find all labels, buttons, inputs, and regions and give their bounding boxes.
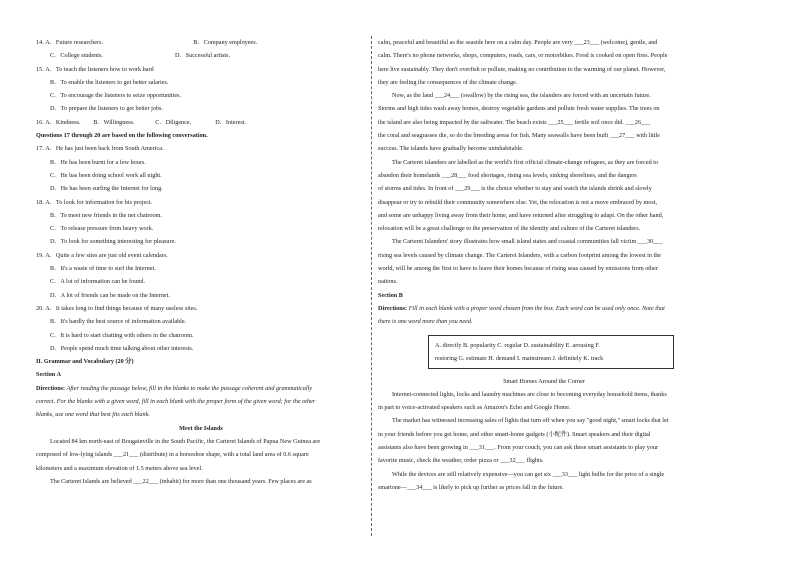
directions-a-1: Directions: After reading the passage below, fill in the blanks to make the passage coherent and grammatically xyxy=(36,384,313,392)
passage-line: smartone—___34___ is likely to pick up further as prices fall in the future. xyxy=(378,483,564,491)
left-column xyxy=(36,36,366,488)
question-19-b: B．It's a waste of time to surf the Internet. xyxy=(50,265,156,273)
question-20-c: C．It is hard to start chatting with others in the chatroom. xyxy=(50,331,194,339)
word-box-line: A. directly B. popularity C. regular D. sustainability E. arousing F. xyxy=(435,341,600,349)
word-box-line: restoring G. estimate H. demand I. mainstream J. definitely K. track xyxy=(435,354,604,362)
question-20: 20. A．It takes long to find things because of many useless sites. xyxy=(36,304,198,312)
column-divider xyxy=(371,36,372,536)
section-b-heading: Section B xyxy=(378,291,403,299)
passage-b-title: Smart Homes Around the Corner xyxy=(503,377,585,385)
directions-a-3: blanks, use one word that best fits each blank. xyxy=(36,411,150,419)
question-19-d: D．A lot of friends can be made on the Internet. xyxy=(50,291,170,299)
question-15-d: D．To prepare the listeners to get better jobs. xyxy=(50,105,163,113)
passage-line: of storms and tides. In front of ___29___ is the choice whether to stay and watch the islands shrink and slowly xyxy=(378,185,652,193)
passage-line: and some are unhappy living away from their home, and have returned after struggling to adapt. On the other hand, xyxy=(378,211,664,219)
question-20-d: D．People spend much time talking about other interests. xyxy=(50,344,194,352)
right-column xyxy=(378,36,710,494)
question-17: 17. A．He has just been back from South America. xyxy=(36,145,164,153)
passage-line: the island are also being impacted by the saltwater. The beach exists ___25___ fertile soil once did. ___26___ xyxy=(378,118,651,126)
question-17-d: D．He has been surfing the Internet for long. xyxy=(50,185,163,193)
passage-line: The Carteret islanders are labelled as the world's first official climate-change refugees, as they are forced to xyxy=(392,158,659,166)
question-19-c: C．A lot of information can be found. xyxy=(50,278,146,286)
directions-b-1: Directions: Fill in each blank with a proper word chosen from the box. Each word can be used only once. Note that xyxy=(378,304,665,312)
passage-line: here live sustainably. They don't overfish or pollute, making no contribution to the warming of our planet. However, xyxy=(378,65,666,73)
question-16: 16. A．Kindness. B．Willingness. C．Diligence. D．Interest. xyxy=(36,118,247,126)
directions-a-2: correct. For the blanks with a given word, fill in each blank with the proper form of the given word; for the other xyxy=(36,398,316,406)
passage-line: Internet-connected lights, locks and laundry machines are close to becoming everyday household items, thanks xyxy=(392,390,667,398)
passage-line: relocation will be a great challenge to the preservation of the identity and culture of the Carteret islanders. xyxy=(378,225,641,233)
questions-17-20-heading: Questions 17 through 20 are based on the following conversation. xyxy=(36,132,208,140)
section-a-heading: Section A xyxy=(36,371,61,379)
question-20-b: B．It's hardly the best source of information available. xyxy=(50,318,187,326)
passage-line: nations. xyxy=(378,278,398,286)
question-18-b: B．To meet new friends in the net chatroom. xyxy=(50,211,162,219)
passage-line: the coral and seagrasses die, so do the breeding areas for fish. Many seawalls have been built ___27___ with little xyxy=(378,132,660,140)
passage-line: rising sea levels caused by climate change. The Carteret Islanders, with a carbon footprint among the lowest in the xyxy=(378,251,662,259)
passage-title: Meet the Islands xyxy=(179,424,223,432)
question-15: 15. A．To teach the listeners how to work hard xyxy=(36,65,154,73)
section-title: II. Grammar and Vocabulary (20 分) xyxy=(36,358,134,366)
question-17-b: B．He has been burnt for a few hours. xyxy=(50,158,146,166)
passage-line: in part to voice-activated speakers such as Amazon's Echo and Google Home. xyxy=(378,404,571,412)
word-box xyxy=(428,335,674,369)
passage-line: they are feeling the consequences of the climate change. xyxy=(378,78,518,86)
question-19: 19. A．Quite a few sites are just old event calendars. xyxy=(36,251,168,259)
passage-line: in your friends before you get home, and other smart-home gadgets (小配件). Smart speakers and their digital xyxy=(378,430,651,438)
passage-line: Now, as the land ___24___ (swallow) by the rising sea, the islanders are forced with an uncertain future. xyxy=(392,92,651,100)
passage-line: disappear or try to rebuild their community somewhere else. Yet, the relocation is not a move embraced by most, xyxy=(378,198,658,206)
passage-line: assistants also have been growing in ___31___. From your couch, you can ask these smart assistants to play your xyxy=(378,444,659,452)
question-14: 14. A．Future researchers. B．Company employees. xyxy=(36,39,258,46)
passage-line: Located 84 km north-east of Bougainville in the South Pacific, the Carteret Islands of Papua New Guinea are xyxy=(50,437,321,445)
passage-line: The Carteret Islanders' story illustrates how small island states and coastal communities fall victim ___30___ xyxy=(392,238,663,246)
passage-line: kilometers and a maximum elevation of 1.5 meters above sea level. xyxy=(36,464,203,472)
passage-line: abandon their homelands ___28___ food shortages, rising sea levels, sinking shorelines, and the dangers xyxy=(378,171,637,179)
passage-line: calm, peaceful and beautiful as the seaside here on a calm day. People are very ___23___ (welcome), gentle, and xyxy=(378,39,658,46)
passage-line: world, will be among the first to have to leave their homes because of rising seas caused by emissions from other xyxy=(378,265,658,273)
question-15-b: B．To enable the listeners to get better salaries. xyxy=(50,78,169,86)
question-17-c: C．He has been doing school work all night. xyxy=(50,171,162,179)
passage-line: success. The islands have gradually become uninhabitable. xyxy=(378,145,524,153)
question-18-d: D．To look for something interesting for pleasure. xyxy=(50,238,176,246)
question-15-c: C．To encourage the listeners to seize opportunities. xyxy=(50,92,182,100)
question-14-cd: C．College students. D．Successful artists. xyxy=(50,52,230,60)
directions-b-2: there is one word more than you need. xyxy=(378,318,473,326)
passage-line: The market has witnessed increasing sales of lights that turn off when you say "good night," smart locks that let xyxy=(392,417,669,425)
passage-line: calm. There's no phone networks, shops, computers, roads, cars, or motorbikes. Food is cooked on open fires. People xyxy=(378,52,668,60)
passage-line: composed of low-lying islands ___21___ (distribute) in a horseshoe shape, with a total land area of 0.6 square xyxy=(36,451,309,459)
question-18: 18. A．To look for information for his project. xyxy=(36,198,153,206)
passage-line: favorite music, check the weather, order pizza or ___32___ flights. xyxy=(378,457,544,465)
passage-line: While the devices are still relatively expensive—you can get six ___33___ light bulbs for the price of a single xyxy=(392,470,665,478)
passage-line: The Carteret Islands are believed ___22___ (inhabit) for more than one thousand years. Few places are as xyxy=(50,477,312,485)
passage-line: Storms and high tides wash away homes, destroy vegetable gardens and pollute fresh water supplies. The trees on xyxy=(378,105,660,113)
question-18-c: C．To release pressure from heavy work. xyxy=(50,225,154,233)
